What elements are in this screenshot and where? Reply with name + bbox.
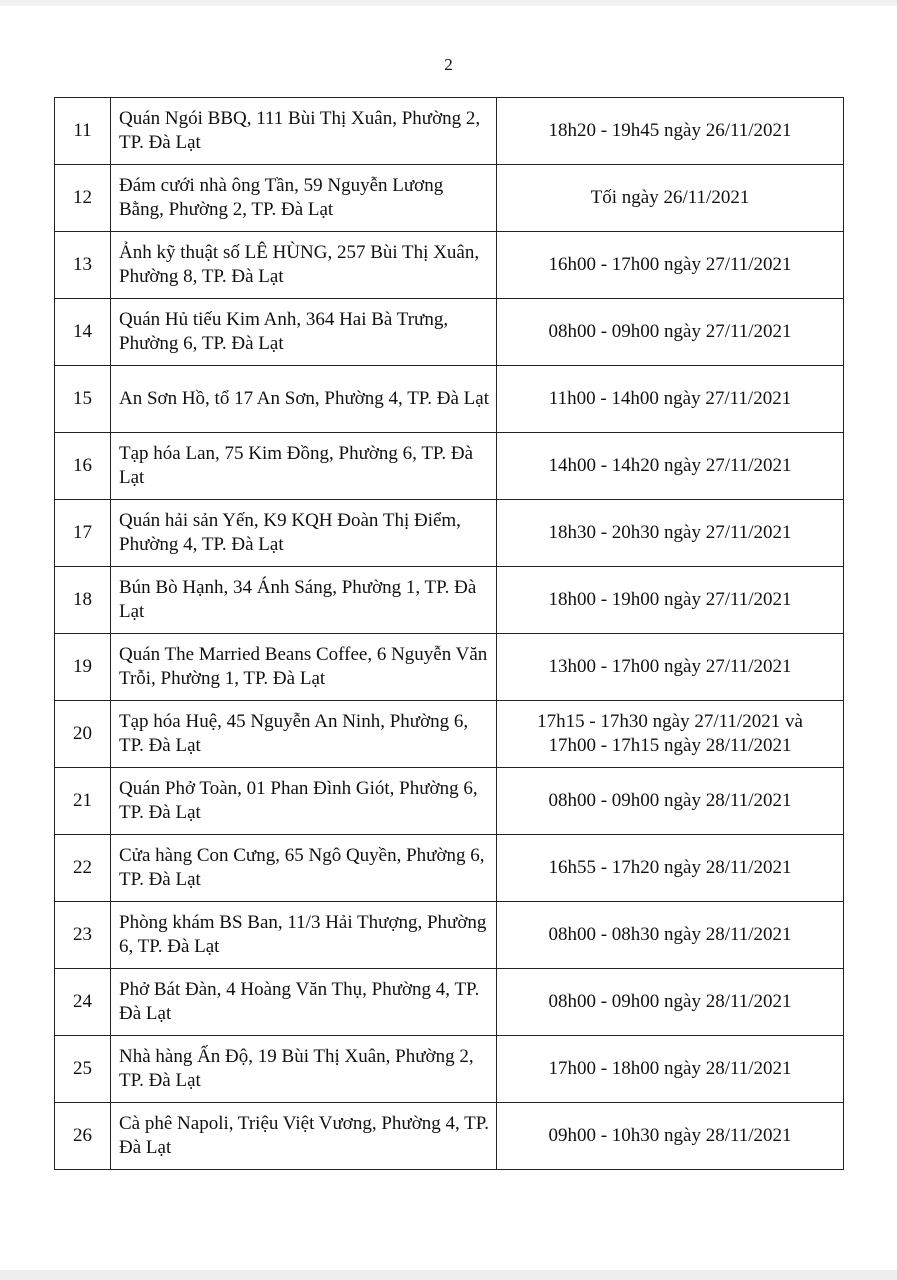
location-cell: Phòng khám BS Ban, 11/3 Hải Thượng, Phường 6, TP. Đà Lạt	[111, 902, 497, 969]
row-number: 13	[55, 232, 111, 299]
location-cell: Ảnh kỹ thuật số LÊ HÙNG, 257 Bùi Thị Xuân, Phường 8, TP. Đà Lạt	[111, 232, 497, 299]
time-cell: 09h00 - 10h30 ngày 28/11/2021	[497, 1103, 844, 1170]
location-cell: Tạp hóa Lan, 75 Kim Đồng, Phường 6, TP. Đà Lạt	[111, 433, 497, 500]
location-cell: An Sơn Hồ, tổ 17 An Sơn, Phường 4, TP. Đà Lạt	[111, 366, 497, 433]
row-number: 19	[55, 634, 111, 701]
row-number: 20	[55, 701, 111, 768]
location-cell: Tạp hóa Huệ, 45 Nguyễn An Ninh, Phường 6, TP. Đà Lạt	[111, 701, 497, 768]
table-row	[55, 969, 844, 1036]
bottom-edge	[0, 1270, 897, 1280]
table-row	[55, 232, 844, 299]
time-cell: 11h00 - 14h00 ngày 27/11/2021	[497, 366, 844, 433]
page-number: 2	[444, 55, 453, 74]
top-edge	[0, 0, 897, 6]
row-number: 14	[55, 299, 111, 366]
table-row	[55, 567, 844, 634]
table-row	[55, 768, 844, 835]
time-cell: 17h00 - 18h00 ngày 28/11/2021	[497, 1036, 844, 1103]
row-number: 25	[55, 1036, 111, 1103]
time-cell: Tối ngày 26/11/2021	[497, 165, 844, 232]
table-row	[55, 1036, 844, 1103]
location-cell: Đám cưới nhà ông Tần, 59 Nguyễn Lương Bằng, Phường 2, TP. Đà Lạt	[111, 165, 497, 232]
time-cell: 18h20 - 19h45 ngày 26/11/2021	[497, 98, 844, 165]
table-row	[55, 366, 844, 433]
time-cell: 14h00 - 14h20 ngày 27/11/2021	[497, 433, 844, 500]
row-number: 15	[55, 366, 111, 433]
time-cell: 08h00 - 09h00 ngày 28/11/2021	[497, 768, 844, 835]
time-cell: 16h00 - 17h00 ngày 27/11/2021	[497, 232, 844, 299]
table-row	[55, 1103, 844, 1170]
row-number: 16	[55, 433, 111, 500]
table-row	[55, 634, 844, 701]
table-row	[55, 165, 844, 232]
table-row	[55, 299, 844, 366]
row-number: 21	[55, 768, 111, 835]
row-number: 23	[55, 902, 111, 969]
location-cell: Quán The Married Beans Coffee, 6 Nguyễn Văn Trỗi, Phường 1, TP. Đà Lạt	[111, 634, 497, 701]
row-number: 12	[55, 165, 111, 232]
table-row	[55, 500, 844, 567]
time-cell: 08h00 - 09h00 ngày 28/11/2021	[497, 969, 844, 1036]
table-row	[55, 835, 844, 902]
time-cell: 08h00 - 09h00 ngày 27/11/2021	[497, 299, 844, 366]
time-cell: 16h55 - 17h20 ngày 28/11/2021	[497, 835, 844, 902]
location-cell: Quán Ngói BBQ, 111 Bùi Thị Xuân, Phường 2, TP. Đà Lạt	[111, 98, 497, 165]
row-number: 11	[55, 98, 111, 165]
time-cell: 18h30 - 20h30 ngày 27/11/2021	[497, 500, 844, 567]
location-cell: Cửa hàng Con Cưng, 65 Ngô Quyền, Phường 6, TP. Đà Lạt	[111, 835, 497, 902]
time-cell: 08h00 - 08h30 ngày 28/11/2021	[497, 902, 844, 969]
table-row	[55, 98, 844, 165]
row-number: 17	[55, 500, 111, 567]
time-cell: 17h15 - 17h30 ngày 27/11/2021 và 17h00 - 17h15 ngày 28/11/2021	[497, 701, 844, 768]
location-cell: Phở Bát Đàn, 4 Hoàng Văn Thụ, Phường 4, TP. Đà Lạt	[111, 969, 497, 1036]
location-cell: Cà phê Napoli, Triệu Việt Vương, Phường 4, TP. Đà Lạt	[111, 1103, 497, 1170]
location-cell: Quán hải sản Yến, K9 KQH Đoàn Thị Điểm, Phường 4, TP. Đà Lạt	[111, 500, 497, 567]
table-row	[55, 902, 844, 969]
locations-table	[54, 97, 844, 1170]
row-number: 26	[55, 1103, 111, 1170]
table-row	[55, 433, 844, 500]
location-cell: Nhà hàng Ấn Độ, 19 Bùi Thị Xuân, Phường 2, TP. Đà Lạt	[111, 1036, 497, 1103]
location-cell: Quán Phở Toàn, 01 Phan Đình Giót, Phường 6, TP. Đà Lạt	[111, 768, 497, 835]
table-row	[55, 701, 844, 768]
location-cell: Bún Bò Hạnh, 34 Ánh Sáng, Phường 1, TP. Đà Lạt	[111, 567, 497, 634]
location-cell: Quán Hủ tiếu Kim Anh, 364 Hai Bà Trưng, Phường 6, TP. Đà Lạt	[111, 299, 497, 366]
row-number: 18	[55, 567, 111, 634]
row-number: 22	[55, 835, 111, 902]
row-number: 24	[55, 969, 111, 1036]
time-cell: 18h00 - 19h00 ngày 27/11/2021	[497, 567, 844, 634]
time-cell: 13h00 - 17h00 ngày 27/11/2021	[497, 634, 844, 701]
